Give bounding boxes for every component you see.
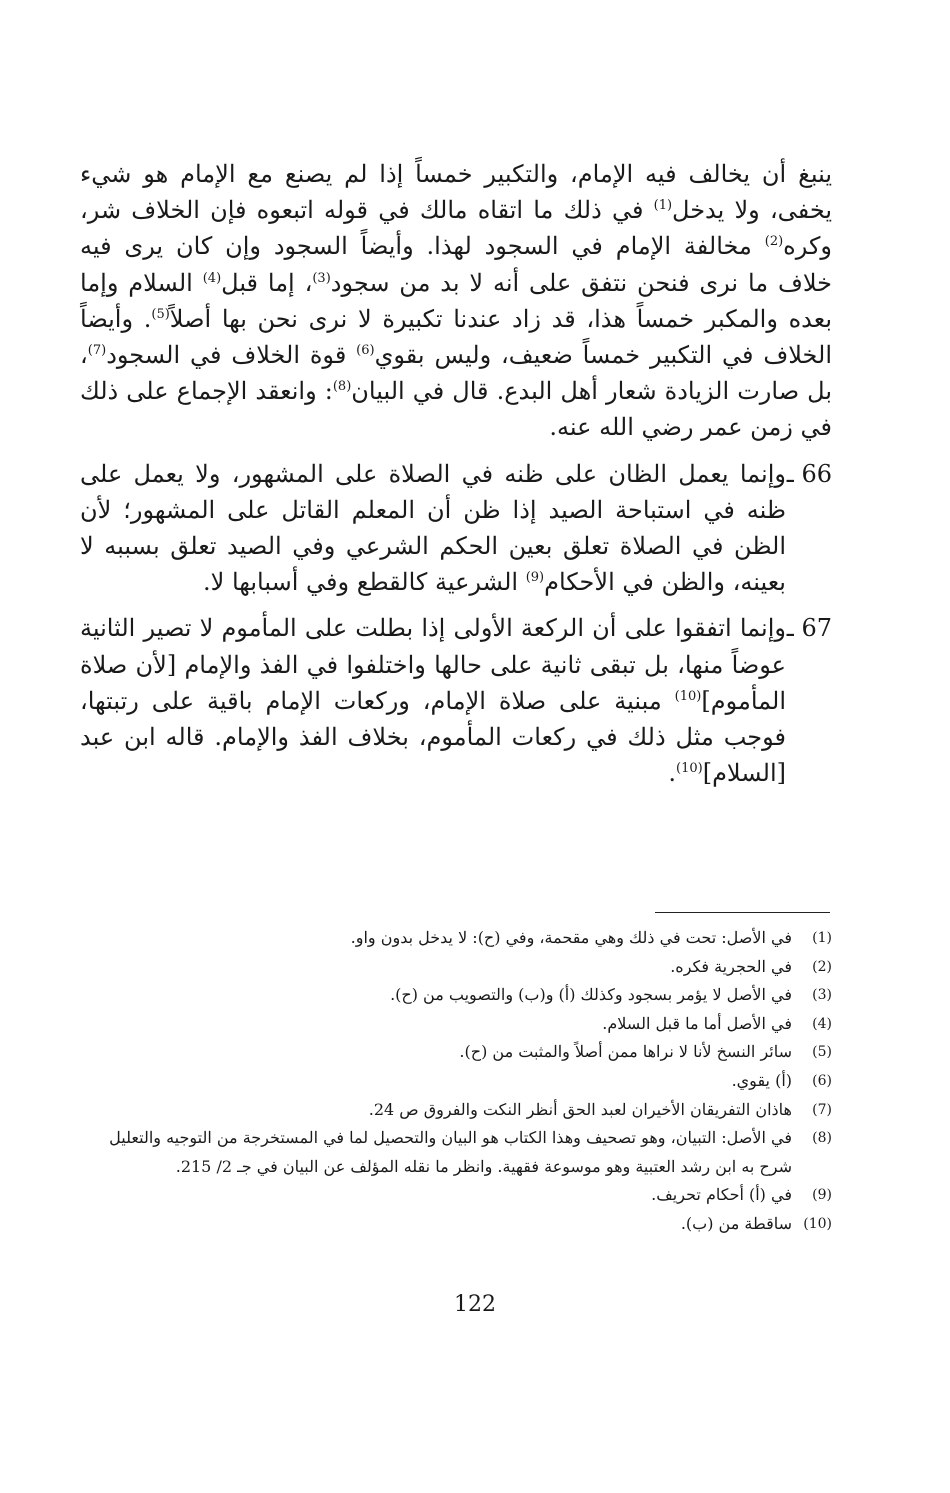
footnote-number: (2) <box>812 958 832 975</box>
footnote-text: في الأصل: التبيان، وهو تصحيف وهذا الكتاب هو البيان والتحصيل لما في المستخرجة من التوجيه والتعليل شرح به ابن رشد العتبية وهو موسوعة فقهية. وانظر ما نقله المؤلف عن البيان في جـ 2/ 215. <box>109 1128 792 1176</box>
footnote-text: ساقطة من (ب). <box>680 1213 792 1233</box>
footnote <box>80 1010 832 1039</box>
text-run: الشرعية كالقطع وفي أسبابها لا. <box>203 568 526 597</box>
paragraph-number: 66 ـ <box>786 459 832 488</box>
footnote-number: (4) <box>812 1015 832 1032</box>
text-run: وإنما اتفقوا على أن الركعة الأولى إذا بطلت على المأموم لا تصير الثانية عوضاً منها، بل تبقى ثانية على حالها واختلفوا في الفذ والإمام [لأن صلاة المأموم] <box>80 614 786 715</box>
text-run: في ذلك ما اتقاه مالك في قوله اتبعوه فإن الخلاف شر، وكره <box>80 196 833 261</box>
text-run: مبنية على صلاة الإمام، وركعات الإمام باقية على رتبتها، فوجب مثل ذلك في ركعات المأموم، بخلاف الفذ والإمام. قاله ابن عبد [السلام] <box>80 686 786 788</box>
text-run: ينبغ أن يخالف فيه الإمام، والتكبير خمساً إذا لم يصنع مع الإمام هو شيء يخفى، ولا يدخل <box>80 160 833 225</box>
text-run: . <box>668 759 676 788</box>
footnote-number: (1) <box>812 930 832 946</box>
footnote-ref: (7) <box>87 343 107 359</box>
footnote-number: (7) <box>812 1101 832 1118</box>
paragraph-number: 67 ـ <box>786 614 832 643</box>
footnote-ref: (2) <box>764 234 784 250</box>
footnote-text: هاذان التفريقان الأخيران لعبد الحق أنظر النكت والفروق ص 24. <box>368 1099 792 1119</box>
paragraph-intro <box>80 156 832 446</box>
footnote <box>80 1181 832 1210</box>
text-run: وإنما يعمل الظان على ظنه في الصلاة على المشهور، ولا يعمل على ظنه في استباحة الصيد إذا ظن أن المعلم القاتل على المشهور؛ لأن الظن في الصلاة تعلق بعين الحكم الشرعي وفي الصيد تعلق بسببه لا بعينه، والظن في الأحكام <box>80 459 786 597</box>
footnote-text: في الأصل لا يؤمر بسجود وكذلك (أ) و(ب) والتصويب من (ح). <box>390 985 792 1005</box>
text-run: : وانعقد الإجماع على ذلك في زمن عمر رضي الله عنه. <box>80 377 832 442</box>
page-number: 122 <box>454 1292 496 1317</box>
footnote <box>80 1210 832 1239</box>
footnote-ref: (5) <box>151 306 170 322</box>
footnote-text: في الحجرية فكره. <box>670 956 792 976</box>
paragraph-body <box>80 610 786 791</box>
footnote <box>80 1038 832 1067</box>
text-run: قوة الخلاف في السجود <box>106 341 357 370</box>
footnote-ref: (10) <box>676 761 703 777</box>
footnote-number: (6) <box>812 1072 832 1089</box>
paragraph-67 <box>80 610 832 791</box>
text-run: السلام وإما بعده والمكبر خمساً هذا، قد زاد عندنا تكبيرة لا نرى نحن بها أصلاً <box>80 268 833 333</box>
footnote-text: سائر النسخ لأنا لا نراها ممن أصلاً والمثبت من (ح). <box>459 1042 792 1062</box>
footnote-ref: (9) <box>525 570 545 586</box>
text-run: . وأيضاً الخلاف في التكبير خمساً ضعيف، وليس بقوي <box>80 304 833 370</box>
footnote-ref: (4) <box>202 270 222 286</box>
footnote <box>80 981 832 1010</box>
footnote-ref: (6) <box>356 343 375 359</box>
footnote <box>80 1124 832 1181</box>
footnote-ref: (1) <box>653 198 673 214</box>
text-run: مخالفة الإمام في السجود لهذا. وأيضاً السجود وإن كان يرى فيه خلاف ما نرى فنحن نتفق على أنه لا بد من سجود <box>80 232 833 297</box>
footnote-ref: (10) <box>674 688 702 704</box>
main-text <box>80 156 832 801</box>
footnotes <box>80 924 832 1239</box>
footnote <box>80 1067 832 1096</box>
footnote <box>80 953 832 982</box>
footnote-number: (9) <box>812 1187 832 1204</box>
footnote-ref: (3) <box>312 270 331 286</box>
footnote-text: في الأصل أما ما قبل السلام. <box>602 1013 792 1033</box>
footnote-number: (3) <box>812 987 832 1004</box>
footnote-number: (8) <box>812 1130 832 1147</box>
footnote-number: (5) <box>812 1044 832 1061</box>
footnote <box>80 1096 832 1125</box>
footnote-separator <box>655 912 830 913</box>
paragraph-body <box>80 456 786 601</box>
footnote-text: في (أ) أحكام تحريف. <box>651 1185 792 1205</box>
footnote-ref: (8) <box>332 379 352 395</box>
footnote <box>80 924 832 953</box>
text-run: ، إما قبل <box>221 268 313 297</box>
footnote-text: (أ) يقوي. <box>731 1070 792 1090</box>
paragraph-66 <box>80 456 832 601</box>
footnote-text: في الأصل: تحت في ذلك وهي مقحمة، وفي (ح): لا يدخل بدون واو. <box>350 928 792 947</box>
text-run: ، بل صارت الزيادة شعار أهل البدع. قال في البيان <box>80 341 832 406</box>
footnote-number: (10) <box>803 1215 832 1232</box>
